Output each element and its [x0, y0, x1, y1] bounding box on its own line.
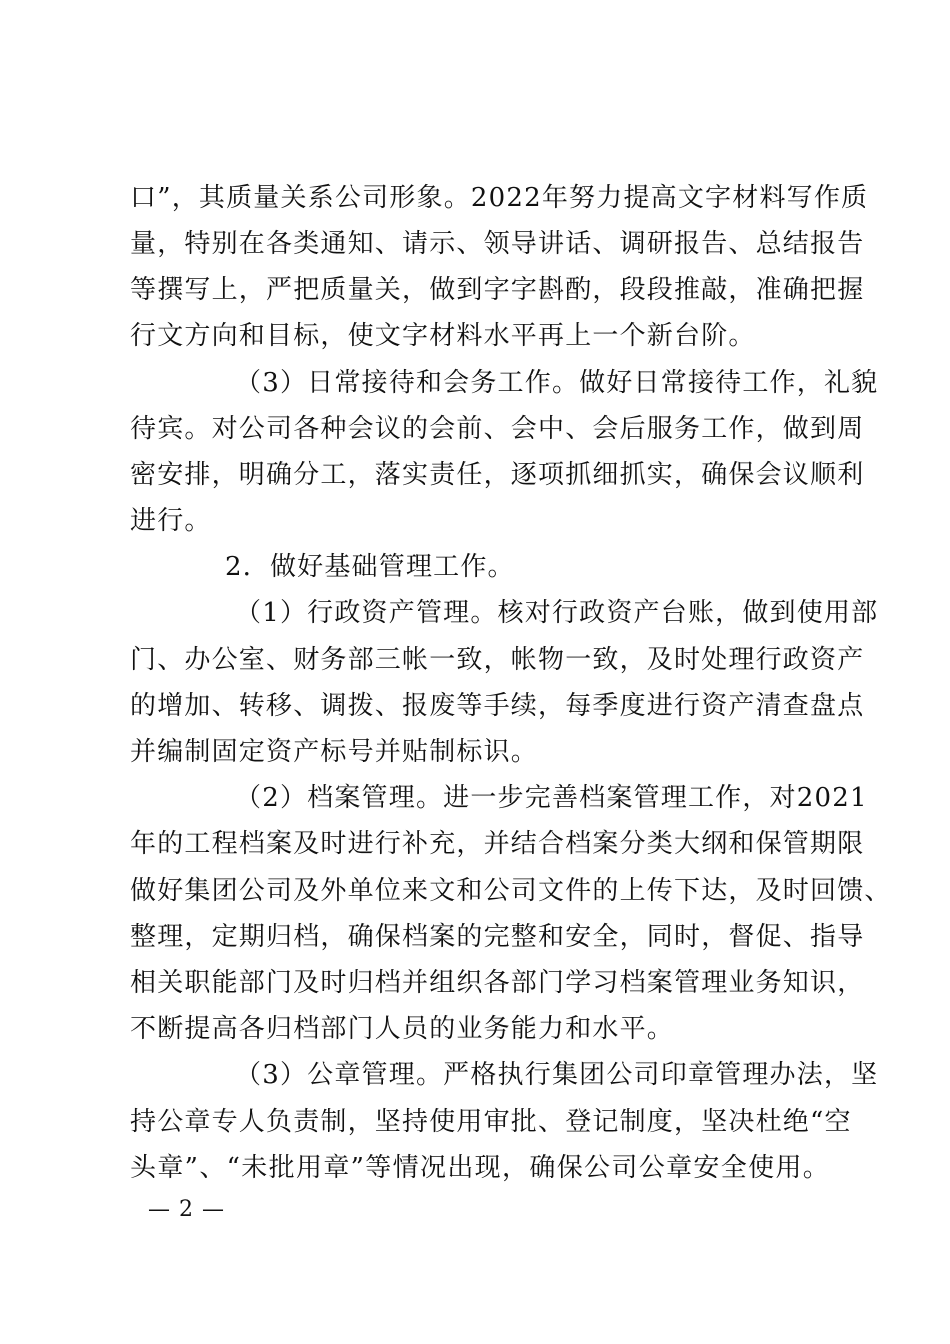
text-line: 量，特别在各类通知、请示、领导讲话、调研报告、总结报告	[130, 229, 865, 259]
text-line: 并编制固定资产标号并贴制标识。	[130, 737, 539, 767]
page-number: — 2 —	[148, 1197, 225, 1222]
text-line: 相关职能部门及时归档并组织各部门学习档案管理业务知识，	[130, 968, 865, 998]
paragraph-heading-line: （3）公章管理。严格执行集团公司印章管理办法，坚	[235, 1060, 879, 1090]
text-line: 口”，其质量关系公司形象。2022年努力提高文字材料写作质	[130, 183, 869, 213]
text-line: 持公章专人负责制，坚持使用审批、登记制度，坚决杜绝“空	[130, 1107, 852, 1137]
paragraph-heading-line: （2）档案管理。进一步完善档案管理工作，对2021	[235, 783, 868, 813]
section-heading: 2．做好基础管理工作。	[225, 552, 515, 582]
paragraph-heading-line: （3）日常接待和会务工作。做好日常接待工作，礼貌	[235, 368, 879, 398]
text-line: 做好集团公司及外单位来文和公司文件的上传下达，及时回馈、	[130, 876, 892, 906]
text-line: 不断提高各归档部门人员的业务能力和水平。	[130, 1014, 675, 1044]
text-line: 进行。	[130, 506, 212, 536]
text-line: 等撰写上，严把质量关，做到字字斟酌，段段推敲，准确把握	[130, 275, 865, 305]
paragraph-heading-line: （1）行政资产管理。核对行政资产台账，做到使用部	[235, 598, 879, 628]
text-line: 密安排，明确分工，落实责任，逐项抓细抓实，确保会议顺利	[130, 460, 865, 490]
text-line: 行文方向和目标，使文字材料水平再上一个新台阶。	[130, 321, 756, 351]
text-line: 待宾。对公司各种会议的会前、会中、会后服务工作，做到周	[130, 414, 865, 444]
text-line: 年的工程档案及时进行补充，并结合档案分类大纲和保管期限	[130, 829, 865, 859]
text-line: 的增加、转移、调拨、报废等手续，每季度进行资产清查盘点	[130, 691, 865, 721]
text-line: 整理，定期归档，确保档案的完整和安全，同时，督促、指导	[130, 922, 865, 952]
text-line: 头章”、“未批用章”等情况出现，确保公司公章安全使用。	[130, 1153, 830, 1183]
text-line: 门、办公室、财务部三帐一致，帐物一致，及时处理行政资产	[130, 645, 865, 675]
